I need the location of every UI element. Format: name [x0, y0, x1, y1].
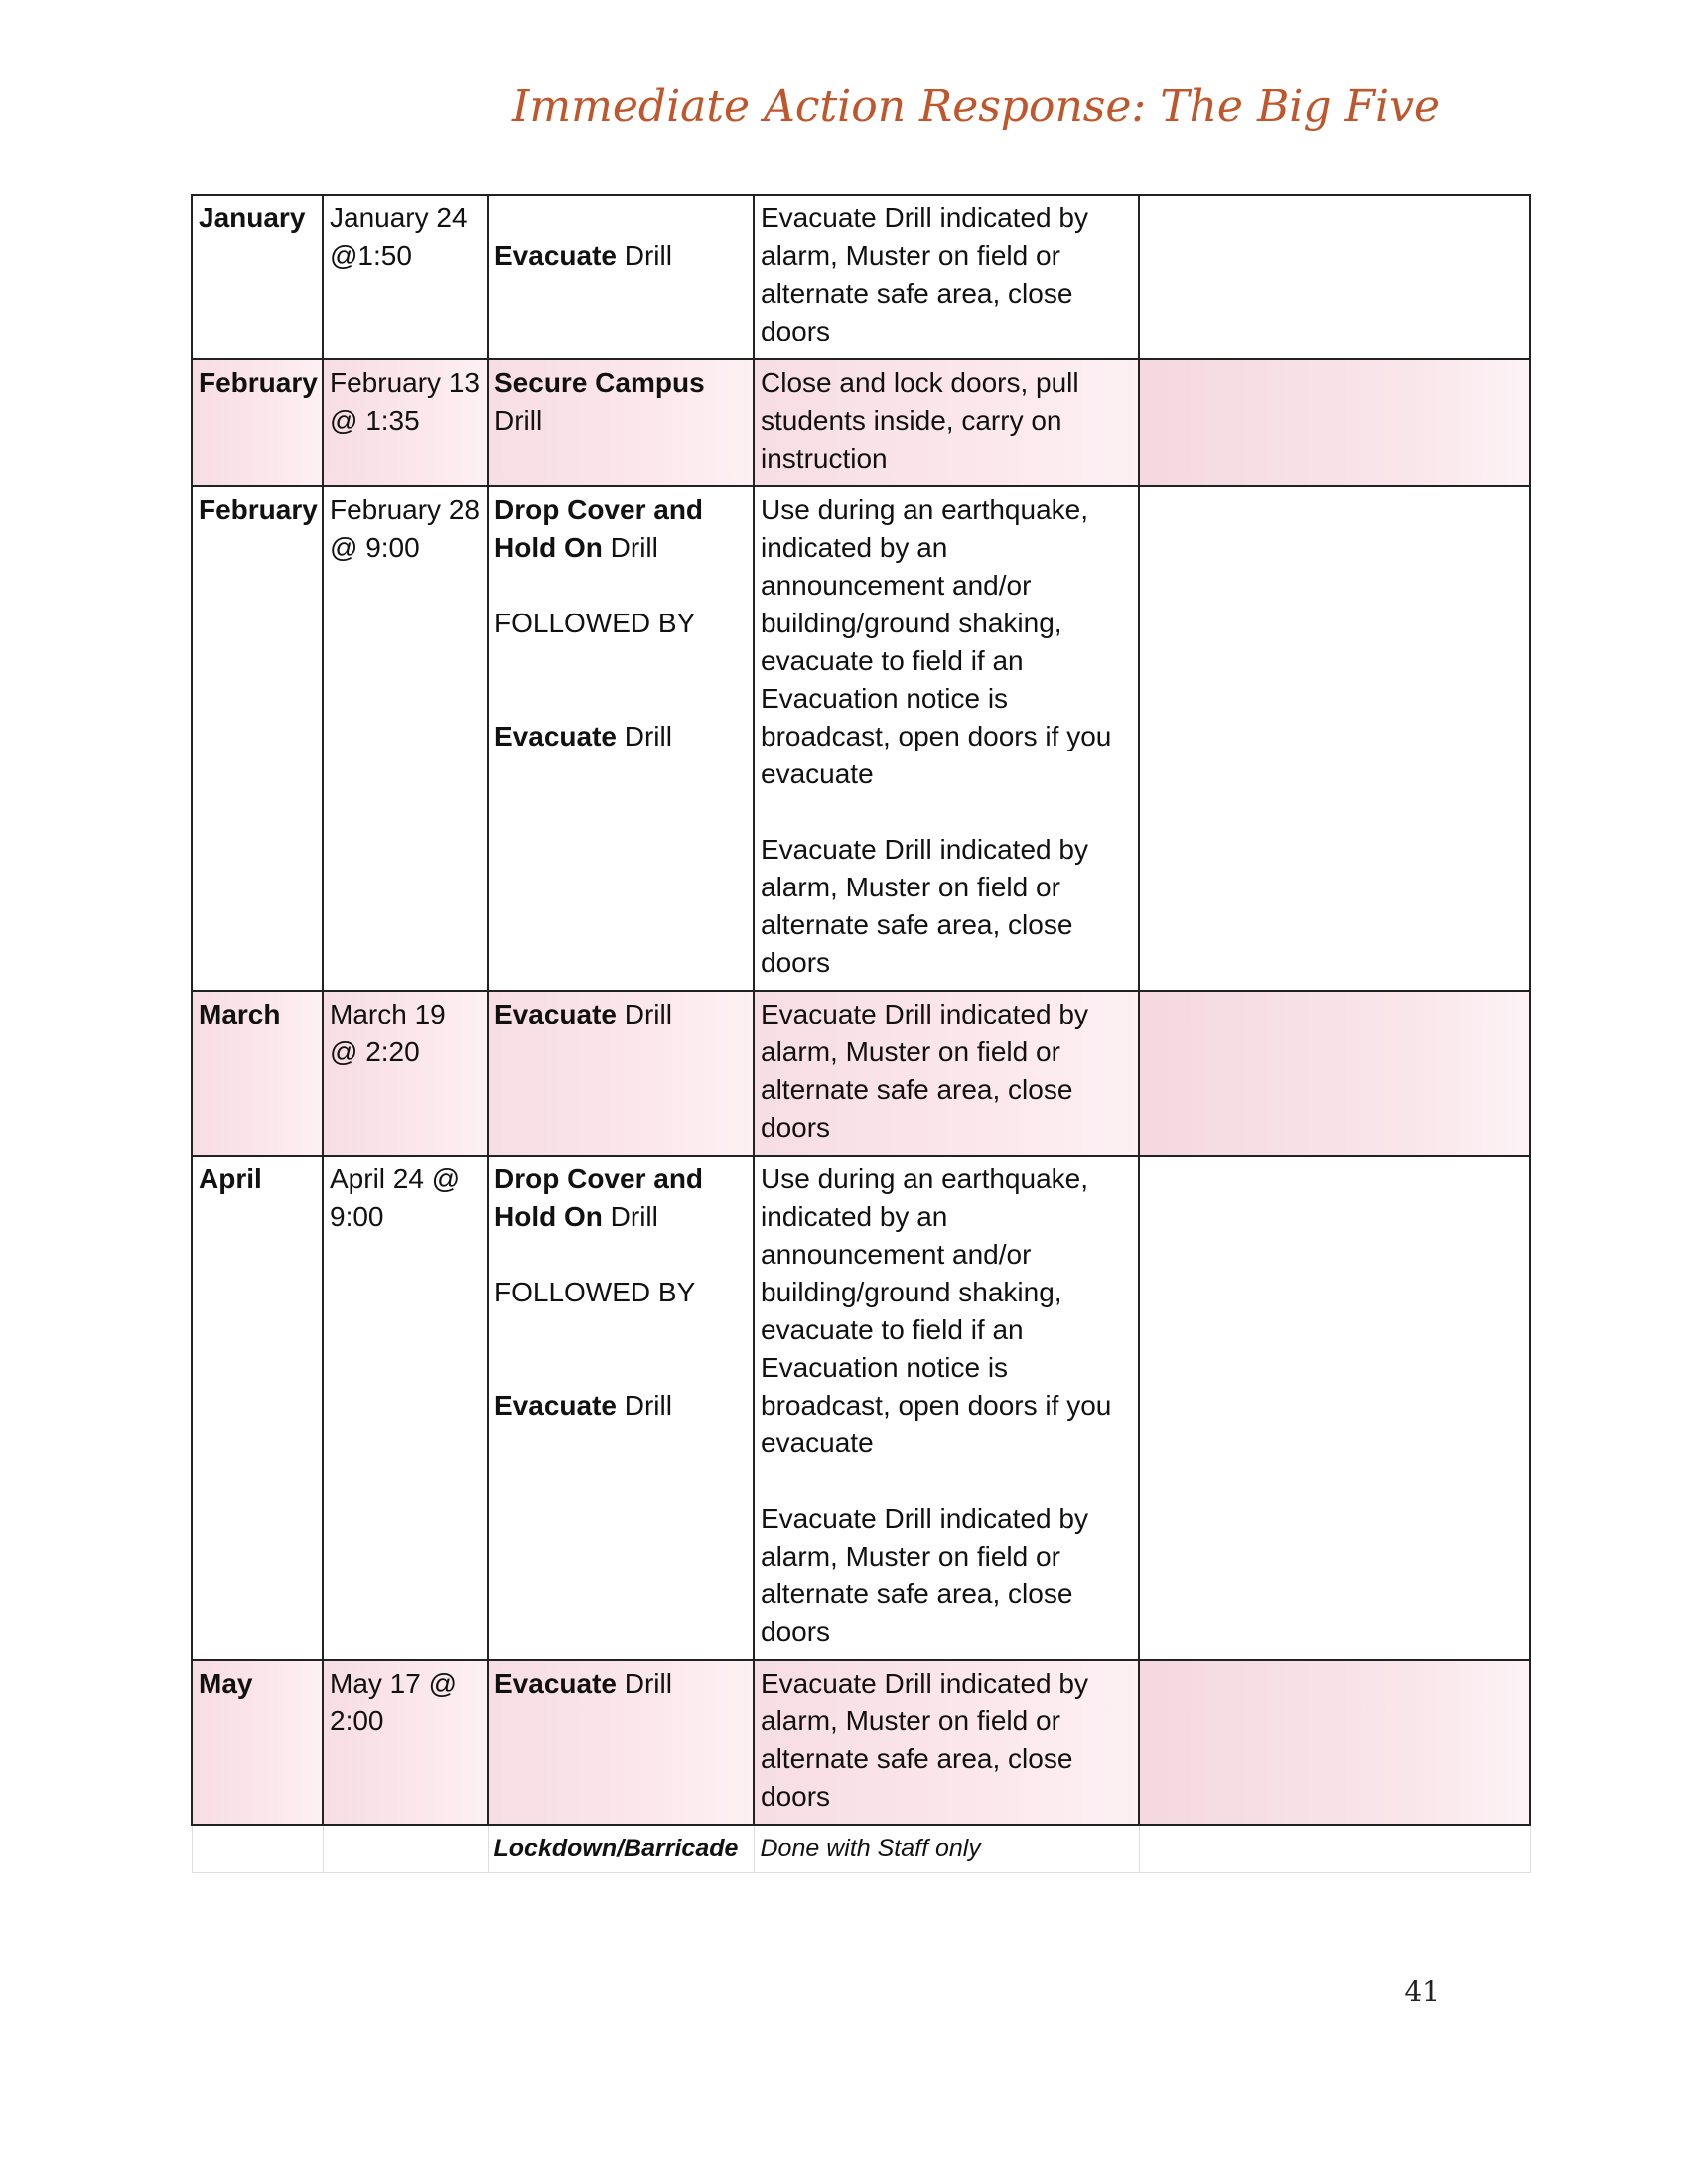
drill-suffix: Drill — [494, 405, 543, 436]
description-cell: Close and lock doors, pull students inside, carry on instruction — [754, 359, 1139, 486]
month-cell: February — [192, 359, 323, 486]
notes-cell — [1139, 359, 1530, 486]
drill-suffix: Drill — [616, 1390, 672, 1421]
date-cell: February 13 @ 1:35 — [323, 359, 488, 486]
drill-suffix: Drill — [616, 240, 672, 271]
drill-name: Evacuate — [494, 721, 617, 751]
table-row — [192, 1825, 1530, 1872]
date-cell: January 24 @1:50 — [323, 195, 488, 359]
drill-schedule-table — [191, 194, 1531, 1873]
month-cell: January — [192, 195, 323, 359]
drill-suffix: Drill — [602, 532, 658, 563]
notes-cell — [1139, 1825, 1530, 1872]
description-cell: Evacuate Drill indicated by alarm, Muster on field or alternate safe area, close doors — [754, 1660, 1139, 1825]
drill-suffix: Drill — [616, 721, 672, 751]
page-title: Immediate Action Response: The Big Five — [512, 81, 1440, 132]
drill-name: Drop Cover and Hold On — [494, 494, 704, 563]
drill-suffix: Drill — [602, 1201, 658, 1232]
notes-cell — [1139, 1156, 1530, 1660]
notes-cell — [1139, 195, 1530, 359]
followed-by-label: FOLLOWED BY — [494, 1277, 696, 1307]
drill-cell: Lockdown/Barricade — [488, 1825, 754, 1872]
month-cell: April — [192, 1156, 323, 1660]
table-row — [192, 1156, 1530, 1660]
drill-name: Secure Campus — [494, 367, 705, 398]
drill-name: Evacuate — [494, 1668, 617, 1699]
notes-cell — [1139, 486, 1530, 991]
page-number: 41 — [1404, 1976, 1440, 2008]
description-cell — [754, 486, 1139, 991]
notes-cell — [1139, 991, 1530, 1156]
date-cell: March 19 @ 2:20 — [323, 991, 488, 1156]
drill-cell — [488, 359, 754, 486]
month-cell: February — [192, 486, 323, 991]
drill-cell — [488, 1156, 754, 1660]
drill-suffix: Drill — [616, 999, 672, 1029]
month-cell: March — [192, 991, 323, 1156]
drill-name: Drop Cover and Hold On — [494, 1163, 704, 1232]
description-text: Use during an earthquake, indicated by an announcement and/or building/ground shaking, evacuate to field if an Evacuation notice is broadcast, open doors if you evacuate — [761, 494, 1112, 789]
date-cell: May 17 @ 2:00 — [323, 1660, 488, 1825]
drill-suffix: Drill — [616, 1668, 672, 1699]
drill-cell — [488, 991, 754, 1156]
date-cell: April 24 @ 9:00 — [323, 1156, 488, 1660]
drill-name: Evacuate — [494, 999, 617, 1029]
month-cell: May — [192, 1660, 323, 1825]
description-text: Use during an earthquake, indicated by an announcement and/or building/ground shaking, evacuate to field if an Evacuation notice is broadcast, open doors if you evacuate — [761, 1163, 1112, 1458]
table-row — [192, 486, 1530, 991]
drill-name: Evacuate — [494, 240, 617, 271]
date-cell: February 28 @ 9:00 — [323, 486, 488, 991]
table-row — [192, 1660, 1530, 1825]
table-row — [192, 991, 1530, 1156]
drill-name: Evacuate — [494, 1390, 617, 1421]
description-cell: Evacuate Drill indicated by alarm, Muster on field or alternate safe area, close doors — [754, 991, 1139, 1156]
month-cell — [192, 1825, 323, 1872]
followed-by-label: FOLLOWED BY — [494, 608, 696, 638]
description-text: Evacuate Drill indicated by alarm, Muster on field or alternate safe area, close doors — [761, 1503, 1088, 1647]
description-cell — [754, 1156, 1139, 1660]
drill-cell — [488, 486, 754, 991]
table-row — [192, 195, 1530, 359]
drill-cell — [488, 1660, 754, 1825]
table-row — [192, 359, 1530, 486]
description-cell: Evacuate Drill indicated by alarm, Muster on field or alternate safe area, close doors — [754, 195, 1139, 359]
drill-cell — [488, 195, 754, 359]
notes-cell — [1139, 1660, 1530, 1825]
description-cell: Done with Staff only — [754, 1825, 1139, 1872]
description-text: Evacuate Drill indicated by alarm, Muster on field or alternate safe area, close doors — [761, 834, 1088, 978]
date-cell — [323, 1825, 488, 1872]
